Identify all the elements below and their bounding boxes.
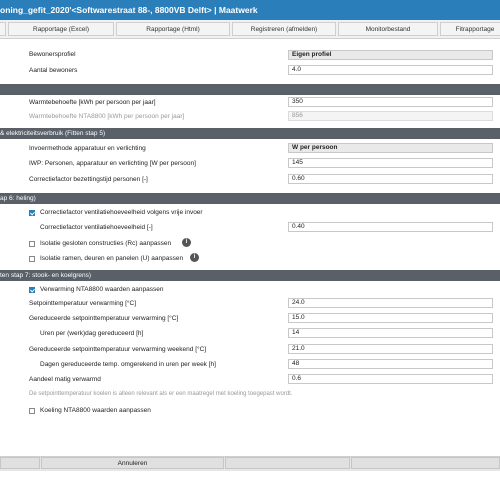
heating-fraction-label: Aandeel matig verwarmd: [29, 376, 101, 383]
section-electricity-header: [0, 128, 500, 139]
ventilation-adjust-checkbox[interactable]: [29, 210, 35, 216]
heating-setpoint-label: Setpointtemperatuur verwarming [°C]: [29, 300, 137, 307]
tab-hidden-left[interactable]: [0, 22, 6, 36]
insulation-u-label: Isolatie ramen, deuren en panelen (U) aanpassen: [40, 255, 184, 262]
heating-fraction-input[interactable]: 0.6: [288, 374, 493, 384]
cancel-button[interactable]: Annuleren: [41, 457, 224, 469]
hotwater-nta-label: Warmtebehoefte NTA8800 [kWh per persoon per jaar]: [29, 113, 185, 120]
hotwater-demand-input[interactable]: 350: [288, 97, 493, 107]
electricity-correction-label: Correctiefactor bezettingstijd personen [-]: [29, 176, 148, 183]
electricity-correction-input[interactable]: 0.60: [288, 174, 493, 184]
heating-reduced-label: Gereduceerde setpointtemperatuur verwarming [°C]: [29, 315, 179, 322]
electricity-method-select[interactable]: W per persoon: [288, 143, 493, 153]
heating-days-input[interactable]: 48: [288, 359, 493, 369]
electricity-iwp-label: IWP: Personen, apparatuur en verlichting [W per persoon]: [29, 160, 196, 167]
cooling-nta-label: Koeling NTA8800 waarden aanpassen: [40, 407, 151, 414]
insulation-u-info-icon[interactable]: i: [190, 253, 199, 262]
section-heating-header: [0, 270, 500, 281]
heating-weekend-input[interactable]: 21.0: [288, 344, 493, 354]
ventilation-adjust-label: Correctiefactor ventilatiehoeveelheid volgens vrije invoer: [40, 209, 203, 216]
ventilation-factor-input[interactable]: 0.40: [288, 222, 493, 232]
heating-nta-checkbox[interactable]: [29, 287, 35, 293]
window-title: oning_gefit_2020'<Softwarestraat 88-, 8800VB Delft> | Maatwerk: [0, 5, 258, 15]
heating-reduced-input[interactable]: 15.0: [288, 313, 493, 323]
insulation-rc-info-icon[interactable]: i: [182, 238, 191, 247]
tab-bar: [0, 20, 500, 39]
section-hotwater-header: [0, 84, 500, 95]
resident-count-input[interactable]: 4.0: [288, 65, 493, 75]
heating-setpoint-input[interactable]: 24.0: [288, 298, 493, 308]
heating-hours-input[interactable]: 14: [288, 328, 493, 338]
heating-nta-label: Verwarming NTA8800 waarden aanpassen: [40, 286, 164, 293]
tab-rapportage-html[interactable]: Rapportage (Html): [116, 22, 230, 36]
tab-monitorbestand[interactable]: Monitorbestand: [338, 22, 438, 36]
section-electricity-title: & elektriciteitsverbruik (Fitten stap 5): [0, 130, 106, 137]
resident-profile-label: Bewonersprofiel: [29, 51, 76, 58]
insulation-rc-label: Isolatie gesloten constructies (Rc) aanpassen: [40, 240, 172, 247]
heating-hours-label: Uren per (werk)dag gereduceerd [h]: [40, 330, 144, 337]
tab-registreren[interactable]: Registreren (afmelden): [232, 22, 336, 36]
tab-rapportage-excel[interactable]: Rapportage (Excel): [8, 22, 114, 36]
section-heating-title: ten stap 7: stook- en koelgrens): [0, 272, 92, 279]
heating-days-label: Dagen gereduceerde temp. omgerekend in uren per week [h]: [40, 361, 216, 368]
hotwater-demand-label: Warmtebehoefte [kWh per persoon per jaar]: [29, 99, 156, 106]
resident-profile-select[interactable]: Eigen profiel: [288, 50, 493, 60]
insulation-u-checkbox[interactable]: [29, 256, 35, 262]
window-titlebar: [0, 0, 500, 20]
tab-fitrapportage[interactable]: Fitrapportage: [440, 22, 500, 36]
electricity-method-label: Invoermethode apparatuur en verlichting: [29, 145, 146, 152]
electricity-iwp-input[interactable]: 145: [288, 158, 493, 168]
resident-count-label: Aantal bewoners: [29, 67, 78, 74]
footer-middle-button[interactable]: [225, 457, 350, 469]
footer-hidden-left-button[interactable]: [0, 457, 40, 469]
hotwater-nta-value: 856: [288, 111, 493, 121]
section-ventilation-header: [0, 193, 500, 204]
footer-right-button[interactable]: [351, 457, 500, 469]
ventilation-factor-label: Correctiefactor ventilatiehoeveelheid [-]: [40, 224, 153, 231]
insulation-rc-checkbox[interactable]: [29, 241, 35, 247]
heating-weekend-label: Gereduceerde setpointtemperatuur verwarming weekend [°C]: [29, 346, 207, 353]
cooling-note: De setpointtemperatuur koelen is alleen relevant als er een maatregel met koeling toegepast wordt.: [29, 391, 293, 397]
section-ventilation-title: ap 6: heling): [0, 195, 36, 202]
cooling-nta-checkbox[interactable]: [29, 408, 35, 414]
